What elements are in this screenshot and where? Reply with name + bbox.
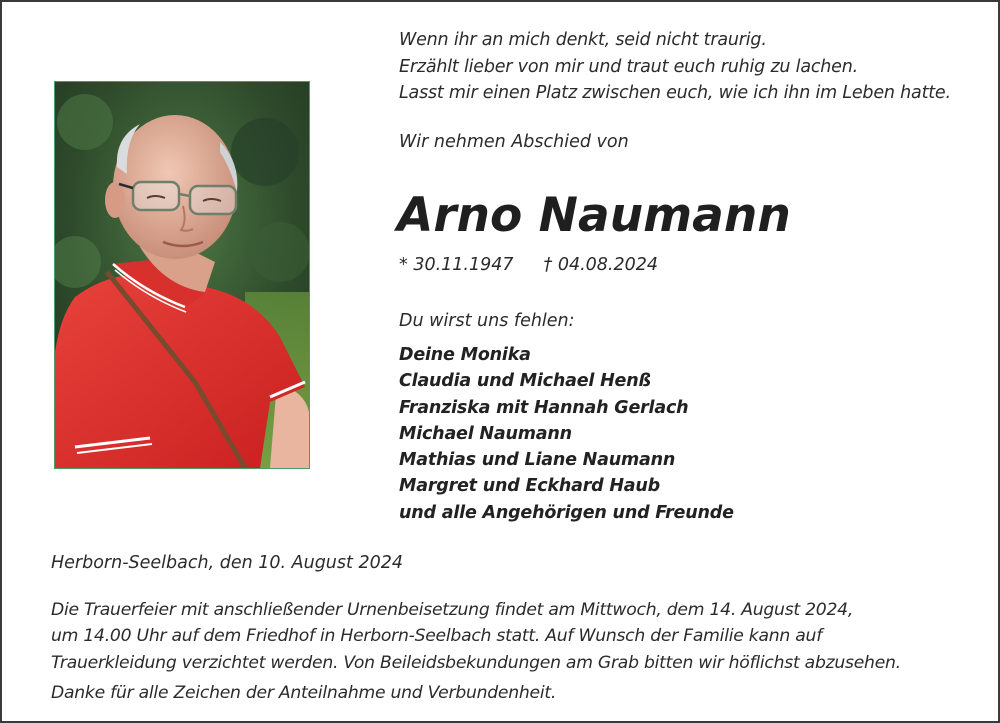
portrait-photo	[54, 81, 310, 469]
mourner: Michael Naumann	[399, 423, 572, 444]
birth-date: * 30.11.1947	[399, 255, 514, 275]
mourner: Franziska mit Hannah Gerlach	[399, 397, 689, 418]
poem-line: Wenn ihr an mich denkt, seid nicht traurig.	[399, 30, 767, 50]
life-dates	[399, 255, 658, 275]
death-date: † 04.08.2024	[543, 255, 659, 275]
service-line: um 14.00 Uhr auf dem Friedhof in Herborn-Seelbach statt. Auf Wunsch der Familie kann auf	[51, 626, 822, 647]
deceased-name: Arno Naumann	[397, 188, 791, 243]
mourner: Mathias und Liane Naumann	[399, 450, 676, 471]
funeral-service-info	[51, 597, 991, 676]
place-and-date: Herborn-Seelbach, den 10. August 2024	[51, 553, 403, 573]
service-line: Die Trauerfeier mit anschließender Urnenbeisetzung findet am Mittwoch, dem 14. August 2024,	[51, 600, 854, 620]
portrait-image	[55, 82, 309, 468]
mourner: und alle Angehörigen und Freunde	[399, 502, 734, 523]
missed-line: Du wirst uns fehlen:	[399, 311, 575, 331]
mourners-list	[399, 342, 734, 526]
poem-line: Erzählt lieber von mir und traut euch ruhig zu lachen.	[399, 56, 858, 77]
thanks-line: Danke für alle Zeichen der Anteilnahme und Verbundenheit.	[51, 683, 557, 703]
memorial-poem	[399, 27, 951, 107]
service-line: Trauerkleidung verzichtet werden. Von Beileidsbekundungen am Grab bitten wir höflichst abzusehen.	[51, 652, 901, 673]
mourner: Claudia und Michael Henß	[399, 371, 651, 392]
farewell-line: Wir nehmen Abschied von	[399, 132, 629, 152]
poem-line: Lasst mir einen Platz zwischen euch, wie ich ihn im Leben hatte.	[399, 83, 951, 103]
mourner: Deine Monika	[399, 345, 531, 365]
mourner: Margret und Eckhard Haub	[399, 476, 660, 497]
